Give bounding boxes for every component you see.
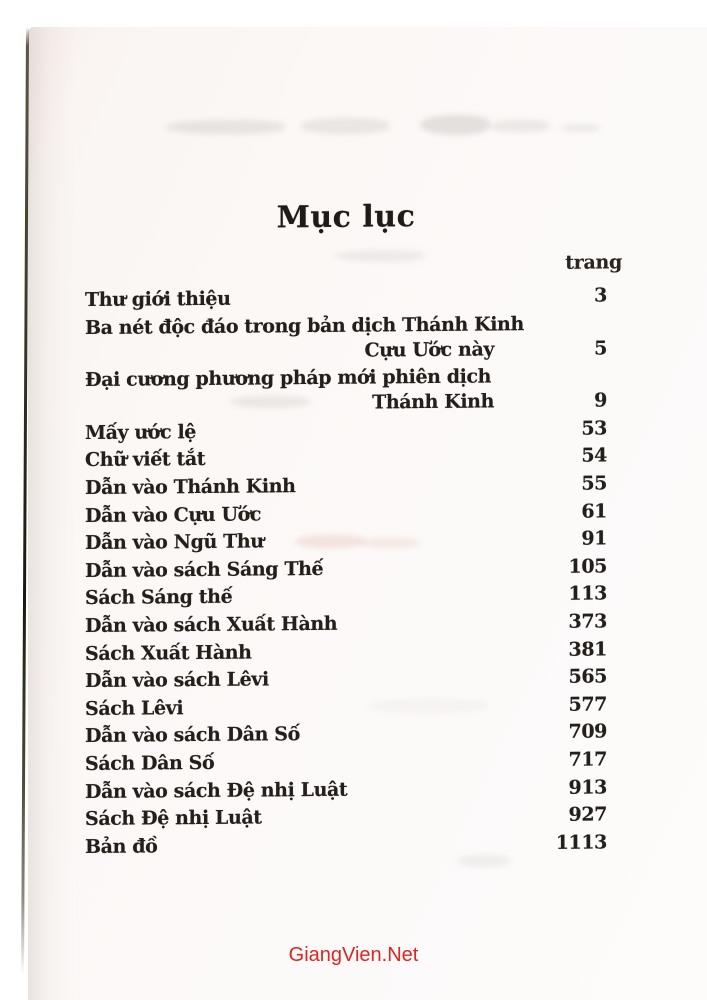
- toc-entry: [85, 637, 607, 667]
- toc-entry: [85, 416, 607, 446]
- toc-entry-page-number: 381: [568, 637, 607, 661]
- toc-entry-title: Dẫn vào sách Xuất Hành: [85, 612, 338, 637]
- toc-entry: [85, 444, 607, 474]
- toc-entry-title-column: [85, 583, 500, 612]
- toc-entry: [85, 803, 607, 833]
- toc-entry-title: Thánh Kinh: [372, 390, 494, 414]
- toc-entry-page-number: 55: [581, 472, 607, 495]
- toc-entry-page-number: 3: [594, 284, 607, 307]
- toc-entry-title: Dẫn vào sách Đệ nhị Luật: [85, 778, 348, 803]
- toc-entry-page-number: 61: [581, 500, 607, 523]
- toc-entry-title-column: [85, 472, 500, 501]
- toc-entry-title: Sách Xuất Hành: [85, 641, 252, 665]
- toc-entry-page-number: 53: [581, 417, 607, 440]
- toc-entry-title-column: [85, 666, 500, 695]
- toc-entry-title: Dẫn vào sách Sáng Thế: [85, 557, 324, 582]
- toc-entry-title-column: [85, 312, 524, 366]
- book-page: [28, 27, 707, 1000]
- toc-entry-page-number: 717: [568, 748, 607, 771]
- toc-entry: [85, 471, 607, 501]
- toc-entry-title-column: [85, 555, 500, 584]
- toc-entry: [85, 311, 607, 366]
- toc-entry-title: Sách Lêvi: [85, 696, 184, 720]
- toc-entry-page-number: 373: [568, 610, 607, 633]
- toc-entry-title: Dẫn vào sách Dân Số: [85, 723, 300, 748]
- toc-entry-title: Mấy ước lệ: [85, 420, 196, 444]
- watermark-giangvien: GiangVien.Net: [288, 944, 419, 966]
- toc-entry: [85, 609, 607, 639]
- toc-entry: [85, 364, 607, 419]
- toc-entry-title: Ba nét độc đáo trong bản dịch Thánh Kinh: [85, 312, 524, 339]
- toc-entry-title-column: [85, 831, 500, 860]
- toc-entry-title-column: [85, 500, 500, 529]
- toc-entry-page-number: 927: [568, 803, 607, 826]
- toc-entry: [85, 775, 607, 805]
- toc-entry-title-column: [85, 721, 500, 750]
- toc-entry: [85, 720, 607, 750]
- toc-entry-page-number: 1113: [555, 831, 607, 854]
- toc-entry-title-column: [85, 528, 500, 557]
- page-number-column-header: trang: [565, 251, 622, 274]
- toc-entry-title-column: [85, 445, 500, 474]
- toc-entry-title-column: [85, 693, 500, 722]
- toc-entry-title: Dẫn vào sách Lêvi: [85, 668, 269, 693]
- toc-entry-page-number: 54: [581, 444, 607, 468]
- toc-entry-title: Bản đồ: [85, 835, 158, 858]
- table-of-contents: [85, 283, 607, 859]
- toc-content: [85, 22, 622, 862]
- toc-entry-title-column: [85, 748, 500, 777]
- toc-entry-title: Dẫn vào Thánh Kinh: [85, 475, 296, 499]
- toc-entry-page-number: 105: [568, 555, 607, 578]
- toc-entry-page-number: 113: [568, 582, 607, 606]
- toc-entry: [85, 499, 607, 529]
- toc-entry: [85, 692, 607, 722]
- toc-entry-title-column: [85, 284, 500, 313]
- toc-entry-page-number: 709: [568, 720, 607, 744]
- toc-entry-title-column: [85, 365, 500, 419]
- toc-entry-title: Chữ viết tắt: [85, 448, 206, 472]
- toc-entry: [85, 283, 607, 313]
- toc-entry-page-number: 9: [594, 389, 607, 412]
- toc-entry-title-column: [85, 776, 500, 805]
- toc-entry-title: Dẫn vào Cựu Ước: [85, 503, 262, 527]
- toc-entry-title-column: [85, 417, 500, 446]
- toc-entry-title-column: [85, 638, 500, 667]
- toc-entry-title: Đại cương phương pháp mới phiên dịch: [85, 365, 492, 392]
- toc-entry: [85, 665, 607, 695]
- toc-entry-title: Sách Dân Số: [85, 751, 215, 775]
- toc-entry-page-number: 5: [594, 337, 607, 360]
- toc-entry: [85, 830, 607, 860]
- toc-entry-page-number: 577: [568, 693, 607, 716]
- toc-entry-page-number: 913: [568, 775, 607, 799]
- page-title: Mục lục: [276, 199, 416, 236]
- toc-entry-title: Sách Đệ nhị Luật: [85, 806, 262, 831]
- toc-entry: [85, 582, 607, 612]
- toc-entry: [85, 527, 607, 557]
- toc-entry-page-number: 91: [581, 527, 607, 550]
- toc-entry-title-column: [85, 803, 500, 832]
- toc-entry-title: Dẫn vào Ngũ Thư: [85, 530, 264, 555]
- toc-entry: [85, 747, 607, 777]
- toc-entry: [85, 554, 607, 584]
- toc-entry-title: Cựu Ước này: [364, 338, 494, 362]
- toc-entry-title: Thư giới thiệu: [85, 287, 231, 311]
- toc-entry-page-number: 565: [568, 665, 607, 688]
- toc-entry-title: Sách Sáng thế: [85, 586, 233, 610]
- toc-entry-title-column: [85, 610, 500, 639]
